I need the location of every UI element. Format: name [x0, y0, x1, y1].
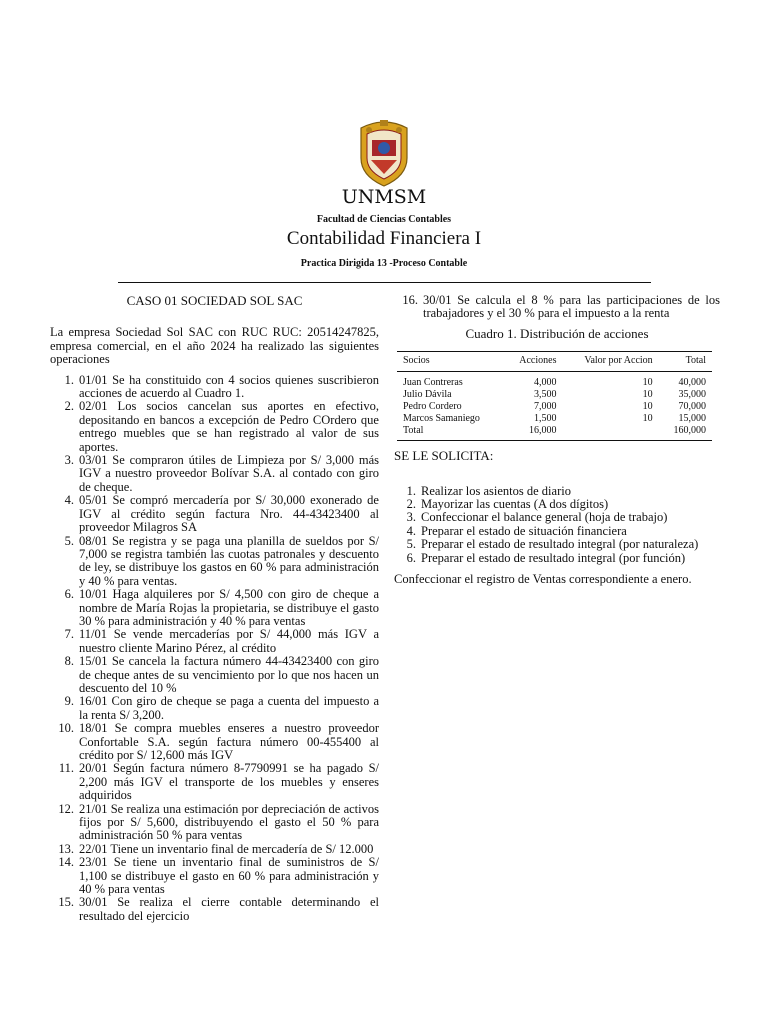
operation-text: 15/01 Se cancela la factura número 44-43423400 con giro de cheque antes de su vencimiento por lo que nos hacen un descuento del 10 % [79, 654, 379, 695]
share-distribution-table [397, 351, 712, 441]
table-cell: 40,000 [678, 377, 706, 389]
operation-number: 8. [64, 654, 74, 669]
operation-item [50, 896, 379, 923]
right-column [394, 290, 720, 586]
operation-item [50, 843, 379, 856]
table-cell: 3,500 [533, 389, 557, 401]
task-number: 4. [406, 523, 416, 538]
operation-item [50, 374, 379, 401]
table-cell: 15,000 [678, 413, 706, 425]
task-number: 6. [406, 550, 416, 565]
table-cell: 7,000 [533, 401, 557, 413]
table-caption: Cuadro 1. Distribución de acciones [465, 325, 649, 341]
operation-text: 21/01 Se realiza una estimación por depreciación de activos fijos por S/ 5,600, distribuyendo el gasto el 50 % para administración 50 % para ventas [79, 801, 379, 843]
table-cell: Juan Contreras [403, 377, 463, 389]
operation-number: 7. [64, 627, 74, 642]
operation-item [50, 400, 379, 454]
operation-item [50, 695, 379, 722]
operation-number: 5. [64, 533, 74, 548]
table-header-row [397, 352, 712, 372]
operation-number: 13. [58, 841, 74, 856]
table-cell: 10 [642, 389, 653, 401]
operation-text: 01/01 Se ha constituido con 4 socios quienes suscribieron acciones de acuerdo al Cuadro 1. [79, 372, 379, 401]
task-text: Preparar el estado de resultado integral (por naturaleza) [421, 537, 699, 552]
operation-item [50, 722, 379, 762]
table-cell: 35,000 [678, 389, 706, 401]
operation-number: 4. [64, 493, 74, 508]
operation-16 [394, 294, 720, 321]
operation-text: 18/01 Se compra muebles enseres a nuestro proveedor Confortable S.A. según factura número 00-455400 al crédito por S/ 12,600 más IGV [79, 721, 379, 762]
operation-item [50, 628, 379, 655]
task-item [394, 552, 720, 565]
request-title: SE LE SOLICITA: [394, 448, 494, 464]
operation-number: 2. [64, 399, 74, 414]
table-row [397, 401, 712, 413]
case-intro: La empresa Sociedad Sol SAC con RUC RUC: 20514247825, empresa comercial, en el año 2024 ha realizado las siguientes operaciones [50, 325, 379, 367]
table-cell: 10 [642, 377, 653, 389]
operation-number: 16. [402, 293, 418, 307]
operation-text: 22/01 Tiene un inventario final de mercadería de S/ 12.000 [79, 841, 374, 856]
practice-subtitle: Practica Dirigida 13 -Proceso Contable [300, 258, 468, 269]
operation-number: 9. [64, 694, 74, 709]
operation-item [50, 494, 379, 534]
tasks-list [394, 485, 720, 565]
task-number: 3. [406, 510, 416, 525]
table-cell [562, 425, 658, 441]
table-cell: 70,000 [678, 401, 706, 413]
table-cell: 4,000 [533, 377, 557, 389]
operation-number: 15. [58, 895, 74, 910]
table-cell: 16,000 [504, 425, 563, 441]
operation-text: 11/01 Se vende mercaderías por S/ 44,000 más IGV a nuestro cliente Marino Pérez, al crédito [79, 627, 379, 655]
task-item [394, 538, 720, 551]
operation-number: 3. [64, 453, 74, 468]
table-row [397, 389, 712, 401]
task-item [394, 485, 720, 498]
operation-text: 16/01 Con giro de cheque se paga a cuenta del impuesto a la renta S/ 3,200. [79, 694, 379, 722]
task-text: Preparar el estado de resultado integral (por función) [421, 550, 686, 565]
operation-item [50, 762, 379, 802]
operation-item [50, 655, 379, 695]
task-item [394, 511, 720, 524]
table-cell: 10 [642, 413, 653, 425]
task-item [394, 498, 720, 511]
operation-number: 14. [58, 855, 74, 870]
left-column [50, 290, 379, 923]
table-cell: 1,500 [533, 413, 557, 425]
case-title: CASO 01 SOCIEDAD SOL SAC [126, 293, 303, 308]
col-header-total: Total [659, 352, 712, 372]
unmsm-logo-icon [355, 118, 413, 188]
task-number: 5. [406, 537, 416, 552]
table-cell: 160,000 [659, 425, 712, 441]
operation-text: 30/01 Se realiza el cierre contable determinando el resultado del ejercicio [79, 895, 379, 923]
operation-item [50, 588, 379, 628]
operation-item [50, 454, 379, 494]
table-row [397, 372, 712, 390]
operation-item [50, 535, 379, 589]
table-cell: Total [397, 425, 504, 441]
table-total-row [397, 425, 712, 441]
col-header-socios: Socios [397, 352, 504, 372]
col-header-valor: Valor por Accion [562, 352, 658, 372]
task-number: 2. [406, 497, 416, 512]
task-text: Preparar el estado de situación financiera [421, 523, 627, 538]
table-row [397, 413, 712, 425]
table-cell: 10 [642, 401, 653, 413]
operation-text: 23/01 Se tiene un inventario final de suministros de S/ 1,100 se distribuye el gasto en 60 % para administración y 40 % para ventas [79, 855, 379, 897]
operation-text: 20/01 Según factura número 8-7790991 se ha pagado S/ 2,200 más IGV el transporte de los muebles y enseres adquiridos [79, 761, 379, 803]
closing-note: Confeccionar el registro de Ventas correspondiente a enero. [394, 572, 692, 587]
operation-item [50, 803, 379, 843]
task-text: Mayorizar las cuentas (A dos dígitos) [421, 497, 609, 512]
table-cell: Marcos Samaniego [403, 413, 480, 425]
col-header-acciones: Acciones [504, 352, 563, 372]
faculty-name: Facultad de Ciencias Contables [316, 214, 452, 225]
table-cell: Julio Dávila [403, 389, 452, 401]
operation-text: 10/01 Haga alquileres por S/ 4,500 con giro de cheque a nombre de María Rojas la propietaria, se distribuye el gasto 30 % para administración y 40 % para ventas [79, 587, 379, 628]
table-cell: Pedro Cordero [403, 401, 462, 413]
operation-text: 08/01 Se registra y se paga una planilla de sueldos por S/ 7,000 se registra también las cuotas patronales y descuento de ley, se distribuye los gastos en 60 % para administración y 40 % para ventas. [79, 533, 379, 588]
operation-number: 10. [58, 721, 74, 736]
task-text: Realizar los asientos de diario [421, 483, 571, 498]
operation-number: 12. [58, 801, 74, 816]
operation-number: 11. [58, 761, 74, 776]
header-divider [118, 282, 651, 283]
task-number: 1. [406, 483, 416, 498]
course-title: Contabilidad Financiera I [286, 228, 482, 249]
task-item [394, 525, 720, 538]
operation-text: 05/01 Se compró mercadería por S/ 30,000 exonerado de IGV al crédito según factura Nro. 44-43423400 al proveedor Milagros SA [79, 493, 379, 535]
operation-text: 30/01 Se calcula el 8 % para las participaciones de los trabajadores y el 30 % para el impuesto a la renta [423, 293, 720, 321]
operation-text: 02/01 Los socios cancelan sus aportes en efectivo, depositando en bancos a excepción de Pedro COrdero que entrego muebles que se han registrado al valor de sus aportes. [79, 399, 379, 454]
university-name: UNMSM [341, 186, 427, 208]
operation-text: 03/01 Se compraron útiles de Limpieza por S/ 3,000 más IGV a nuestro proveedor Bolívar S.A. al contado con giro de cheque. [79, 453, 379, 494]
task-text: Confeccionar el balance general (hoja de trabajo) [421, 510, 668, 525]
operation-item [50, 856, 379, 896]
operation-number: 1. [64, 372, 74, 387]
operation-number: 6. [64, 587, 74, 602]
operations-list [50, 374, 379, 924]
